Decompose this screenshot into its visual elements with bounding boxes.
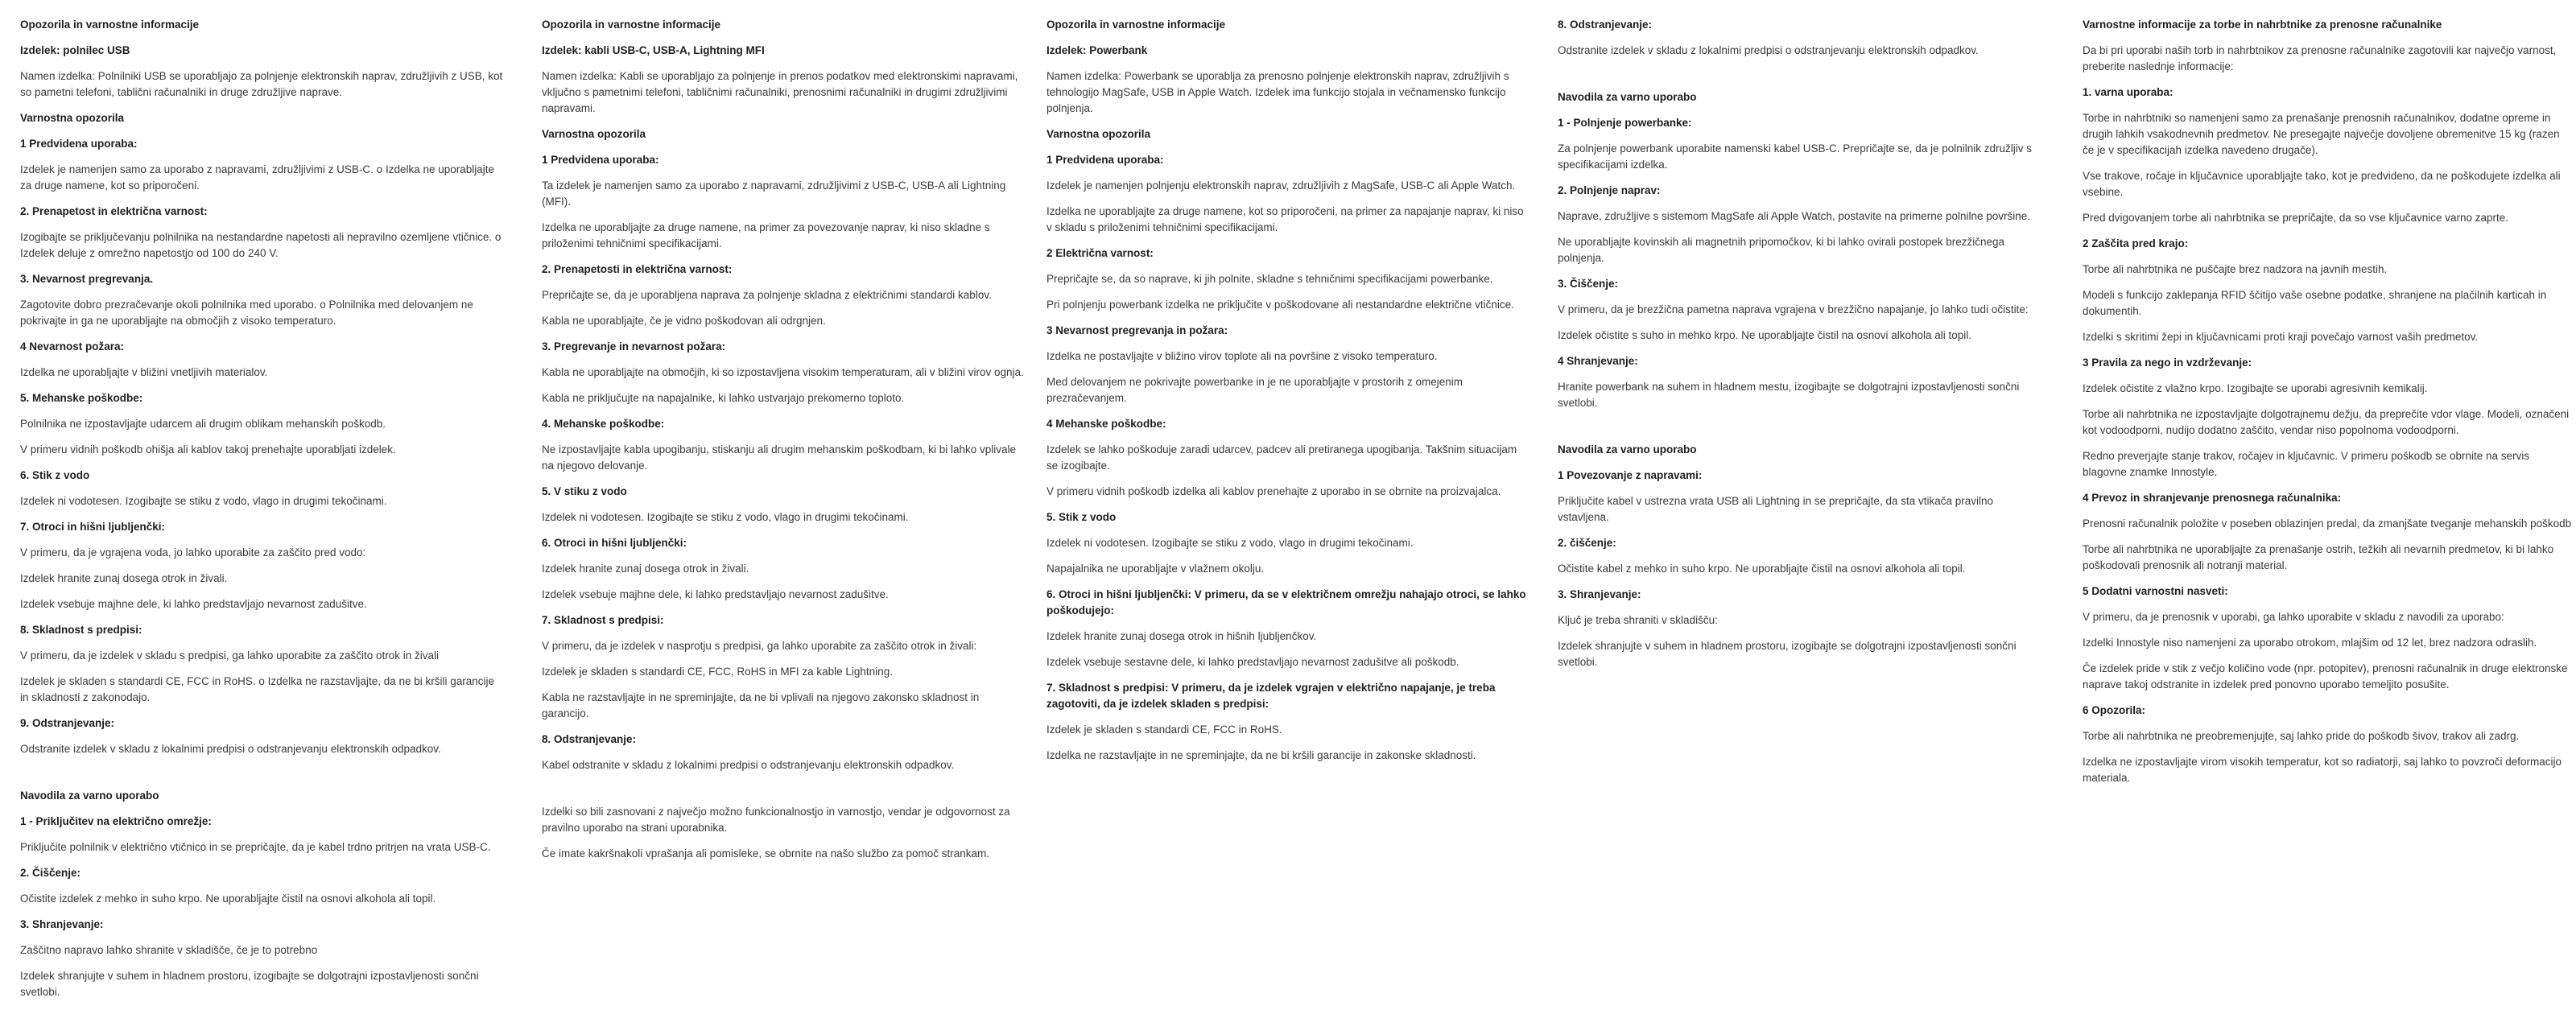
section-heading: 4 Nevarnost požara: bbox=[20, 340, 125, 352]
paragraph: Torbe ali nahrbtnika ne uporabljajte za prenašanje ostrih, težkih ali nevarnih predmetov, ki bi lahko poškodovali prenosnik ali notranji material. bbox=[2083, 543, 2554, 571]
paragraph: Izdelka ne uporabljajte v bližini vnetljivih materialov. bbox=[20, 366, 268, 378]
paragraph: Izdelek se lahko poškoduje zaradi udarcev, padcev ali pretiranega upogibanja. Takšnim situacijam se izogibajte. bbox=[1046, 443, 1517, 472]
paragraph: Zagotovite dobro prezračevanje okoli polnilnika med uporabo. o Polnilnika med delovanjem ne pokrivajte in ga ne uporabljajte na območjih z visoko temperaturo. bbox=[20, 299, 473, 327]
paragraph: Izdelki so bili zasnovani z največjo možno funkcionalnostjo in varnostjo, vendar je odgovornost za pravilno uporabo na strani uporabnika. bbox=[542, 806, 1010, 834]
section-heading: 3. Shranjevanje: bbox=[20, 918, 104, 930]
paragraph: Torbe ali nahrbtnika ne izpostavljajte dolgotrajnemu dežju, da preprečite vdor vlage. Modeli, označeni kot vodoodporni, nudijo dodatno zaščito, vendar niso popolnoma vodoodporni. bbox=[2083, 408, 2570, 436]
section-heading: Opozorila in varnostne informacije bbox=[1046, 19, 1226, 31]
paragraph: Kabla ne uporabljajte, če je vidno poškodovan ali odrgnjen. bbox=[542, 315, 826, 327]
paragraph: Izdelki Innostyle niso namenjeni za uporabo otrokom, mlajšim od 12 let, brez nadzora odraslih. bbox=[2083, 637, 2537, 649]
section-heading: 8. Odstranjevanje: bbox=[1558, 19, 1653, 31]
section-heading: 6 Opozorila: bbox=[2083, 704, 2146, 716]
section-heading: 3. Pregrevanje in nevarnost požara: bbox=[542, 340, 726, 352]
paragraph: Pri polnjenju powerbank izdelka ne priključite v poškodovane ali nestandardne električne vtičnice. bbox=[1046, 299, 1514, 311]
paragraph: Ne izpostavljajte kabla upogibanju, stiskanju ali drugim mehanskim poškodbam, ki bi lahko vplivale na njegovo delovanje. bbox=[542, 443, 1017, 472]
section-heading: 3 Nevarnost pregrevanja in požara: bbox=[1046, 324, 1228, 336]
paragraph: Namen izdelka: Powerbank se uporablja za prenosno polnjenje elektronskih naprav, združljivih s tehnologijo MagSafe, USB in Apple Watch. Izdelek ima funkcijo stojala in večnamensko funkcijo polnjenja. bbox=[1046, 70, 1509, 114]
section-heading: 2 Zaščita pred krajo: bbox=[2083, 237, 2189, 249]
section-heading: 4 Shranjevanje: bbox=[1558, 355, 1638, 367]
paragraph: V primeru, da je izdelek v nasprotju s predpisi, ga lahko uporabite za zaščito otrok in živali: bbox=[542, 640, 977, 652]
section-heading: 7. Skladnost s predpisi: bbox=[542, 614, 664, 626]
section-heading: 5. Mehanske poškodbe: bbox=[20, 392, 143, 404]
paragraph: Izdelek hranite zunaj dosega otrok in živali. bbox=[542, 563, 749, 575]
paragraph: Izdelka ne uporabljajte za druge namene, na primer za povezovanje naprav, ki niso skladne s priloženimi tehničnimi specifikacijami. bbox=[542, 221, 990, 249]
paragraph: Izdelek hranite zunaj dosega otrok in hišnih ljubljenčkov. bbox=[1046, 630, 1317, 642]
section-heading: 7. Skladnost s predpisi: V primeru, da je izdelek vgrajen v električno napajanje, je treba zagotoviti, da je izdelek skladen s predpisi: bbox=[1046, 682, 1496, 710]
section-heading: 5. V stiku z vodo bbox=[542, 485, 627, 497]
paragraph: Modeli s funkcijo zaklepanja RFID ščitijo vaše osebne podatke, shranjene na plačilnih karticah in dokumentih. bbox=[2083, 289, 2547, 317]
section-heading: 2 Električna varnost: bbox=[1046, 247, 1154, 259]
section-heading: Navodila za varno uporabo bbox=[1558, 443, 1697, 456]
paragraph: Izdelek hranite zunaj dosega otrok in živali. bbox=[20, 572, 228, 584]
paragraph: Izdelek je skladen s standardi CE, FCC in RoHS. o Izdelka ne razstavljajte, da ne bi kršili garancije in skladnosti z zakonodajo. bbox=[20, 675, 495, 703]
paragraph: Torbe ali nahrbtnika ne preobremenjujte, saj lahko pride do poškodb šivov, trakov ali zadrg. bbox=[2083, 730, 2520, 742]
section-heading: 6. Otroci in hišni ljubljenčki: bbox=[542, 537, 687, 549]
paragraph: Izdelka ne postavljajte v bližino virov toplote ali na površine z visoko temperaturo. bbox=[1046, 350, 1438, 362]
section-heading: Izdelek: Powerbank bbox=[1046, 44, 1148, 56]
paragraph: Očistite kabel z mehko in suho krpo. Ne uporabljajte čistil na osnovi alkohola ali topil. bbox=[1558, 563, 1966, 575]
paragraph: V primeru, da je brezžična pametna naprava vgrajena v brezžično napajanje, jo lahko tudi očistite: bbox=[1558, 303, 2029, 315]
paragraph: Ključ je treba shraniti v skladišču: bbox=[1558, 614, 1718, 626]
paragraph: Izdelek ni vodotesen. Izogibajte se stiku z vodo, vlago in drugimi tekočinami. bbox=[542, 511, 909, 523]
paragraph: Izdelek ni vodotesen. Izogibajte se stiku z vodo, vlago in drugimi tekočinami. bbox=[1046, 537, 1414, 549]
section-spacer bbox=[1558, 68, 2041, 89]
paragraph: Torbe ali nahrbtnika ne puščajte brez nadzora na javnih mestih. bbox=[2083, 263, 2388, 275]
section-heading: 7. Otroci in hišni ljubljenčki: bbox=[20, 521, 166, 533]
section-heading: Varnostna opozorila bbox=[20, 112, 125, 124]
section-heading: Navodila za varno uporabo bbox=[1558, 91, 1697, 103]
section-heading: 2. Prenapetosti in električna varnost: bbox=[542, 263, 733, 275]
section-heading: 3 Pravila za nego in vzdrževanje: bbox=[2083, 357, 2252, 369]
paragraph: Izdelek ni vodotesen. Izogibajte se stiku z vodo, vlago in drugimi tekočinami. bbox=[20, 495, 387, 507]
section-heading: 4 Mehanske poškodbe: bbox=[1046, 418, 1166, 430]
paragraph: Izdelek je namenjen polnjenju elektronskih naprav, združljivih z MagSafe, USB-C ali Apple Watch. bbox=[1046, 179, 1516, 192]
section-heading: Izdelek: polnilec USB bbox=[20, 44, 130, 56]
section-heading: 3. Čiščenje: bbox=[1558, 278, 1619, 290]
paragraph: Izdelek vsebuje majhne dele, ki lahko predstavljajo nevarnost zadušitve. bbox=[542, 588, 889, 600]
paragraph: Izogibajte se priključevanju polnilnika na nestandardne napetosti ali nepravilno ozemljene vtičnice. o Izdelek deluje z omrežno napetostjo od 100 do 240 V. bbox=[20, 231, 502, 259]
paragraph: Napajalnika ne uporabljajte v vlažnem okolju. bbox=[1046, 563, 1265, 575]
paragraph: Izdelka ne razstavljajte in ne spreminjajte, da ne bi kršili garancije in zakonske skladnosti. bbox=[1046, 749, 1476, 761]
paragraph: V primeru, da je izdelek v skladu s predpisi, ga lahko uporabite za zaščito otrok in živali bbox=[20, 649, 440, 662]
paragraph: Redno preverjajte stanje trakov, ročajev in ključavnic. V primeru poškodb se obrnite na servis blagovne znamke Innostyle. bbox=[2083, 450, 2530, 478]
paragraph: Pred dvigovanjem torbe ali nahrbtnika se prepričajte, da so vse ključavnice varno zaprte. bbox=[2083, 212, 2509, 224]
column-laptop-bags bbox=[2083, 17, 2574, 796]
section-heading: 1 - Polnjenje powerbanke: bbox=[1558, 117, 1692, 129]
paragraph: Izdelka ne uporabljajte za druge namene, kot so priporočeni, na primer za napajanje naprav, ki niso v skladu s priloženimi tehničnimi specifikacijami. bbox=[1046, 205, 1524, 233]
paragraph: Priključite polnilnik v električno vtičnico in se prepričajte, da je kabel trdno pritrjen na vrata USB-C. bbox=[20, 841, 491, 853]
section-heading: 1. varna uporaba: bbox=[2083, 86, 2174, 98]
paragraph: Za polnjenje powerbank uporabite namenski kabel USB-C. Prepričajte se, da je polnilnik združljiv s specifikacijami izdelka. bbox=[1558, 142, 2033, 171]
section-heading: 1 Povezovanje z napravami: bbox=[1558, 469, 1703, 481]
column-powerbank-continued bbox=[1558, 17, 2041, 680]
section-heading: 4. Mehanske poškodbe: bbox=[542, 418, 665, 430]
section-heading: Varnostna opozorila bbox=[1046, 128, 1151, 140]
paragraph: Izdelek vsebuje sestavne dele, ki lahko predstavljajo nevarnost zadušitve ali poškodb. bbox=[1046, 656, 1459, 668]
paragraph: Polnilnika ne izpostavljajte udarcem ali drugim oblikam mehanskih poškodb. bbox=[20, 418, 386, 430]
section-heading: 6. Otroci in hišni ljubljenčki: V primeru, da se v električnem omrežju nahajajo otroci, se lahko poškodujejo: bbox=[1046, 588, 1526, 616]
section-heading: 3. Nevarnost pregrevanja. bbox=[20, 273, 154, 285]
section-heading: 9. Odstranjevanje: bbox=[20, 717, 115, 729]
section-heading: 8. Odstranjevanje: bbox=[542, 733, 637, 745]
paragraph: Namen izdelka: Kabli se uporabljajo za polnjenje in prenos podatkov med elektronskimi napravami, vključno s pametnimi telefoni, tabličnimi računalniki, prenosnimi računalniki in drugimi združljivimi napravami. bbox=[542, 70, 1018, 114]
section-heading: 4 Prevoz in shranjevanje prenosnega računalnika: bbox=[2083, 492, 2342, 504]
column-powerbank bbox=[1046, 17, 1530, 773]
paragraph: Prepričajte se, da so naprave, ki jih polnite, skladne s tehničnimi specifikacijami powerbanke. bbox=[1046, 273, 1493, 285]
paragraph: Kabla ne uporabljajte na območjih, ki so izpostavljena visokim temperaturam, ali v bližini virov ognja. bbox=[542, 366, 1024, 378]
section-heading: 5 Dodatni varnostni nasveti: bbox=[2083, 585, 2228, 597]
section-heading: 1 Predvidena uporaba: bbox=[20, 138, 138, 150]
paragraph: V primeru, da je vgrajena voda, jo lahko uporabite za zaščito pred vodo: bbox=[20, 546, 366, 559]
section-spacer bbox=[542, 783, 1025, 804]
column-usb-charger bbox=[20, 17, 503, 1010]
paragraph: V primeru vidnih poškodb ohišja ali kablov takoj prenehajte uporabljati izdelek. bbox=[20, 443, 396, 456]
section-heading: 1 Predvidena uporaba: bbox=[542, 154, 659, 166]
section-heading: 2. Čiščenje: bbox=[20, 867, 81, 879]
paragraph: Kabel odstranite v skladu z lokalnimi predpisi o odstranjevanju elektronskih odpadkov. bbox=[542, 759, 955, 771]
paragraph: Zaščitno napravo lahko shranite v skladišče, če je to potrebno bbox=[20, 944, 318, 956]
paragraph: Naprave, združljive s sistemom MagSafe ali Apple Watch, postavite na primerne polnilne površine. bbox=[1558, 210, 2031, 222]
section-heading: Opozorila in varnostne informacije bbox=[20, 19, 200, 31]
paragraph: Ne uporabljajte kovinskih ali magnetnih pripomočkov, ki bi lahko ovirali postopek brezžičnega polnjenja. bbox=[1558, 236, 2005, 264]
section-heading: Varnostne informacije za torbe in nahrbtnike za prenosne računalnike bbox=[2083, 19, 2442, 31]
paragraph: Prenosni računalnik položite v poseben oblazinjen predal, da zmanjšate tveganje mehanskih poškodb bbox=[2083, 517, 2572, 530]
paragraph: Priključite kabel v ustrezna vrata USB ali Lightning in se prepričajte, da sta vtikača pravilno vstavljena. bbox=[1558, 495, 1994, 523]
section-spacer bbox=[20, 767, 503, 788]
paragraph: Namen izdelka: Polnilniki USB se uporabljajo za polnjenje elektronskih naprav, združljivih z USB, kot so pametni telefoni, tablični računalniki in druge združljive naprave. bbox=[20, 70, 503, 98]
section-spacer bbox=[1558, 421, 2041, 442]
paragraph: Odstranite izdelek v skladu z lokalnimi predpisi o odstranjevanju elektronskih odpadkov. bbox=[20, 743, 441, 755]
section-heading: Navodila za varno uporabo bbox=[20, 789, 159, 802]
section-heading: 8. Skladnost s predpisi: bbox=[20, 624, 142, 636]
paragraph: Izdelek je skladen s standardi CE, FCC in RoHS. bbox=[1046, 723, 1282, 736]
section-heading: 3. Shranjevanje: bbox=[1558, 588, 1641, 600]
section-heading: 1 - Priključitev na električno omrežje: bbox=[20, 815, 212, 827]
paragraph: Da bi pri uporabi naših torb in nahrbtnikov za prenosne računalnike zagotovili kar največjo varnost, preberite naslednje informacije: bbox=[2083, 44, 2557, 72]
paragraph: V primeru vidnih poškodb izdelka ali kablov prenehajte z uporabo in se obrnite na proizvajalca. bbox=[1046, 485, 1501, 497]
section-heading: Izdelek: kabli USB-C, USB-A, Lightning MFI bbox=[542, 44, 765, 56]
paragraph: Izdelek očistite z vlažno krpo. Izogibajte se uporabi agresivnih kemikalij. bbox=[2083, 382, 2428, 394]
paragraph: Izdelek shranjujte v suhem in hladnem prostoru, izogibajte se dolgotrajni izpostavljenosti sončni svetlobi. bbox=[1558, 640, 2017, 668]
section-heading: 5. Stik z vodo bbox=[1046, 511, 1117, 523]
column-cables bbox=[542, 17, 1025, 872]
paragraph: Ta izdelek je namenjen samo za uporabo z napravami, združljivimi z USB-C, USB-A ali Lightning (MFI). bbox=[542, 179, 1006, 208]
section-heading: 1 Predvidena uporaba: bbox=[1046, 154, 1164, 166]
paragraph: Očistite izdelek z mehko in suho krpo. Ne uporabljajte čistil na osnovi alkohola ali topil. bbox=[20, 893, 436, 905]
paragraph: Med delovanjem ne pokrivajte powerbanke in je ne uporabljajte v prostorih z omejenim prezračevanjem. bbox=[1046, 376, 1463, 404]
paragraph: Izdelek vsebuje majhne dele, ki lahko predstavljajo nevarnost zadušitve. bbox=[20, 598, 367, 610]
section-heading: 2. čiščenje: bbox=[1558, 537, 1616, 549]
section-heading: 2. Prenapetost in električna varnost: bbox=[20, 205, 208, 217]
paragraph: Če imate kakršnakoli vprašanja ali pomisleke, se obrnite na našo službo za pomoč strankam. bbox=[542, 847, 990, 860]
section-heading: 2. Polnjenje naprav: bbox=[1558, 184, 1661, 196]
paragraph: Hranite powerbank na suhem in hladnem mestu, izogibajte se dolgotrajni izpostavljenosti sončni svetlobi. bbox=[1558, 381, 2020, 409]
paragraph: V primeru, da je prenosnik v uporabi, ga lahko uporabite v skladu z navodili za uporabo: bbox=[2083, 611, 2504, 623]
paragraph: Izdelek očistite s suho in mehko krpo. Ne uporabljajte čistil na osnovi alkohola ali topil. bbox=[1558, 329, 1972, 341]
paragraph: Prepričajte se, da je uporabljena naprava za polnjenje skladna z električnimi standardi kablov. bbox=[542, 289, 992, 301]
paragraph: Kabla ne priključujte na napajalnike, ki lahko ustvarjajo prekomerno toploto. bbox=[542, 392, 905, 404]
paragraph: Izdelek je skladen s standardi CE, FCC, RoHS in MFI za kable Lightning. bbox=[542, 666, 893, 678]
paragraph: Izdelka ne izpostavljajte virom visokih temperatur, kot so radiatorji, saj lahko to povzroči deformacijo materiala. bbox=[2083, 756, 2562, 784]
paragraph: Izdelek je namenjen samo za uporabo z napravami, združljivimi z USB-C. o Izdelka ne uporabljajte za druge namene, kot so priporočeni. bbox=[20, 163, 495, 192]
paragraph: Izdelek shranjujte v suhem in hladnem prostoru, izogibajte se dolgotrajni izpostavljenosti sončni svetlobi. bbox=[20, 970, 479, 998]
section-heading: Varnostna opozorila bbox=[542, 128, 646, 140]
paragraph: Vse trakove, ročaje in ključavnice uporabljajte tako, kot je predvideno, da ne poškodujete izdelka ali vsebine. bbox=[2083, 170, 2561, 198]
paragraph: Torbe in nahrbtniki so namenjeni samo za prenašanje prenosnih računalnikov, dodatne opreme in drugih lahkih vsakodnevnih predmetov. Ne presegajte največje dovoljene obremenitve 15 kg (razen če je v specifikacijah izdelka navedeno drugače). bbox=[2083, 112, 2560, 156]
paragraph: Kabla ne razstavljajte in ne spreminjajte, da ne bi vplivali na njegovo zakonsko skladnost in garancijo. bbox=[542, 691, 980, 719]
paragraph: Če izdelek pride v stik z večjo količino vode (npr. potopitev), prenosni računalnik in druge elektronske naprave takoj odstranite in izdelek pred ponovno uporabo temeljito posušite. bbox=[2083, 662, 2568, 691]
paragraph: Odstranite izdelek v skladu z lokalnimi predpisi o odstranjevanju elektronskih odpadkov. bbox=[1558, 44, 1979, 56]
section-heading: 6. Stik z vodo bbox=[20, 469, 90, 481]
paragraph: Izdelki s skritimi žepi in ključavnicami proti kraji povečajo varnost vaših predmetov. bbox=[2083, 331, 2479, 343]
section-heading: Opozorila in varnostne informacije bbox=[542, 19, 721, 31]
